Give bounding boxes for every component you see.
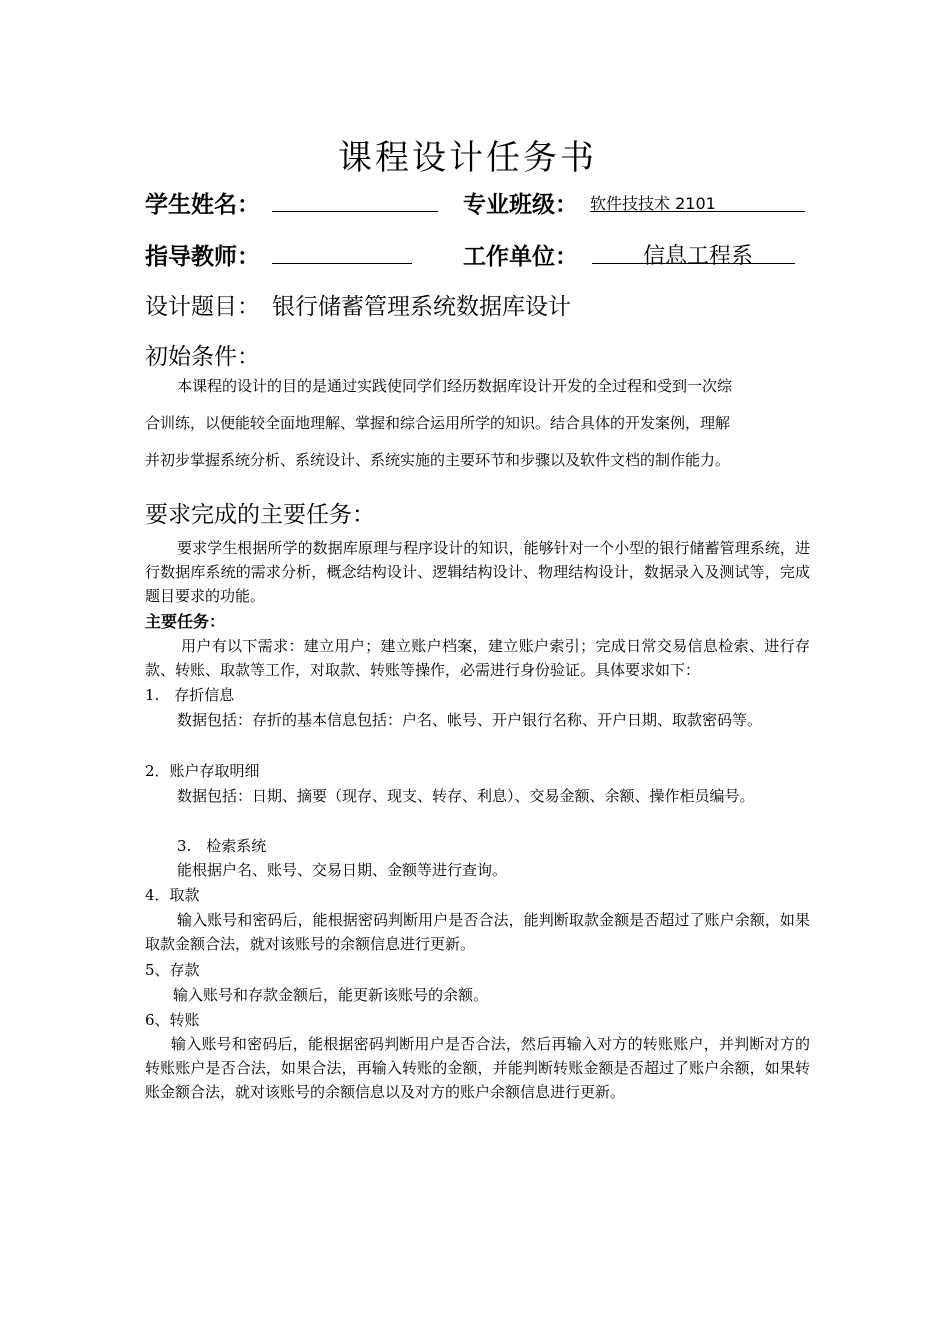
requirements-heading: 要求完成的主要任务：	[145, 502, 375, 528]
task-item-title: 1. 存折信息	[145, 686, 235, 704]
task-item-title: 5、存款	[145, 961, 200, 979]
task-item-text: 输入账号和存款金额后，能更新该账号的余额。	[173, 986, 489, 1004]
task-item-text: 输入账号和密码后，能根据密码判断用户是否合法，能判断取款金额是否超过了账户余额，如果取款金额合法，就对该账号的余额信息进行更新。	[145, 911, 810, 953]
major-class-underline	[590, 211, 805, 212]
task-item-text: 输入账号和密码后，能根据密码判断用户是否合法，然后再输入对方的转账账户，并判断对方的转账账户是否合法，如果合法，再输入转账的金额，并能判断转账金额是否超过了账户余额，如果转账金额合法，就对该账号的余额信息以及对方的账户余额信息进行更新。	[145, 1035, 810, 1101]
task-item-text: 能根据户名、账号、交易日期、金额等进行查询。	[177, 861, 508, 879]
initial-conditions-line: 并初步掌握系统分析、系统设计、系统实施的主要环节和步骤以及软件文档的制作能力。	[145, 451, 731, 469]
advisor-blank	[272, 263, 412, 264]
document-title: 课程设计任务书	[338, 138, 597, 178]
work-unit-label: 工作单位：	[463, 244, 578, 270]
topic-label: 设计题目：	[145, 294, 260, 320]
task-item-title: 2．账户存取明细	[145, 762, 260, 780]
work-unit-underline	[592, 263, 795, 264]
main-tasks-intro: 用户有以下需求：建立用户；建立账户档案，建立账户索引；完成日常交易信息检索、进行存款、转账、取款等工作，对取款、转账等操作，必需进行身份验证。具体要求如下：	[145, 637, 810, 679]
work-unit-value: 信息工程系	[643, 244, 754, 269]
advisor-label: 指导教师：	[145, 244, 260, 270]
student-name-label: 学生姓名：	[145, 192, 260, 218]
major-class-label: 专业班级：	[463, 192, 578, 218]
requirements-intro: 要求学生根据所学的数据库原理与程序设计的知识，能够针对一个小型的银行储蓄管理系统，进行数据库系统的需求分析，概念结构设计、逻辑结构设计、物理结构设计，数据录入及测试等，完成题目要求的功能。	[145, 539, 810, 605]
initial-conditions-line: 合训练，以便能较全面地理解、掌握和综合运用所学的知识。结合具体的开发案例，理解	[145, 414, 731, 432]
task-item-text: 数据包括：日期、摘要（现存、现支、转存、利息）、交易金额、余额、操作柜员编号。	[177, 787, 755, 805]
major-class-value: 软件技技术 2101	[590, 194, 716, 213]
task-item-title: 6、转账	[145, 1011, 200, 1029]
task-item-title: 4．取款	[145, 886, 200, 904]
task-item-text: 数据包括：存折的基本信息包括：户名、帐号、开户银行名称、开户日期、取款密码等。	[177, 711, 763, 729]
main-tasks-label: 主要任务：	[145, 612, 226, 631]
initial-conditions-line: 本课程的设计的目的是通过实践使同学们经历数据库设计开发的全过程和受到一次综	[177, 377, 733, 395]
student-name-blank	[272, 211, 438, 212]
initial-conditions-heading: 初始条件：	[145, 344, 260, 370]
task-item-title: 3. 检索系统	[177, 837, 267, 855]
topic-value: 银行储蓄管理系统数据库设计	[272, 294, 571, 320]
